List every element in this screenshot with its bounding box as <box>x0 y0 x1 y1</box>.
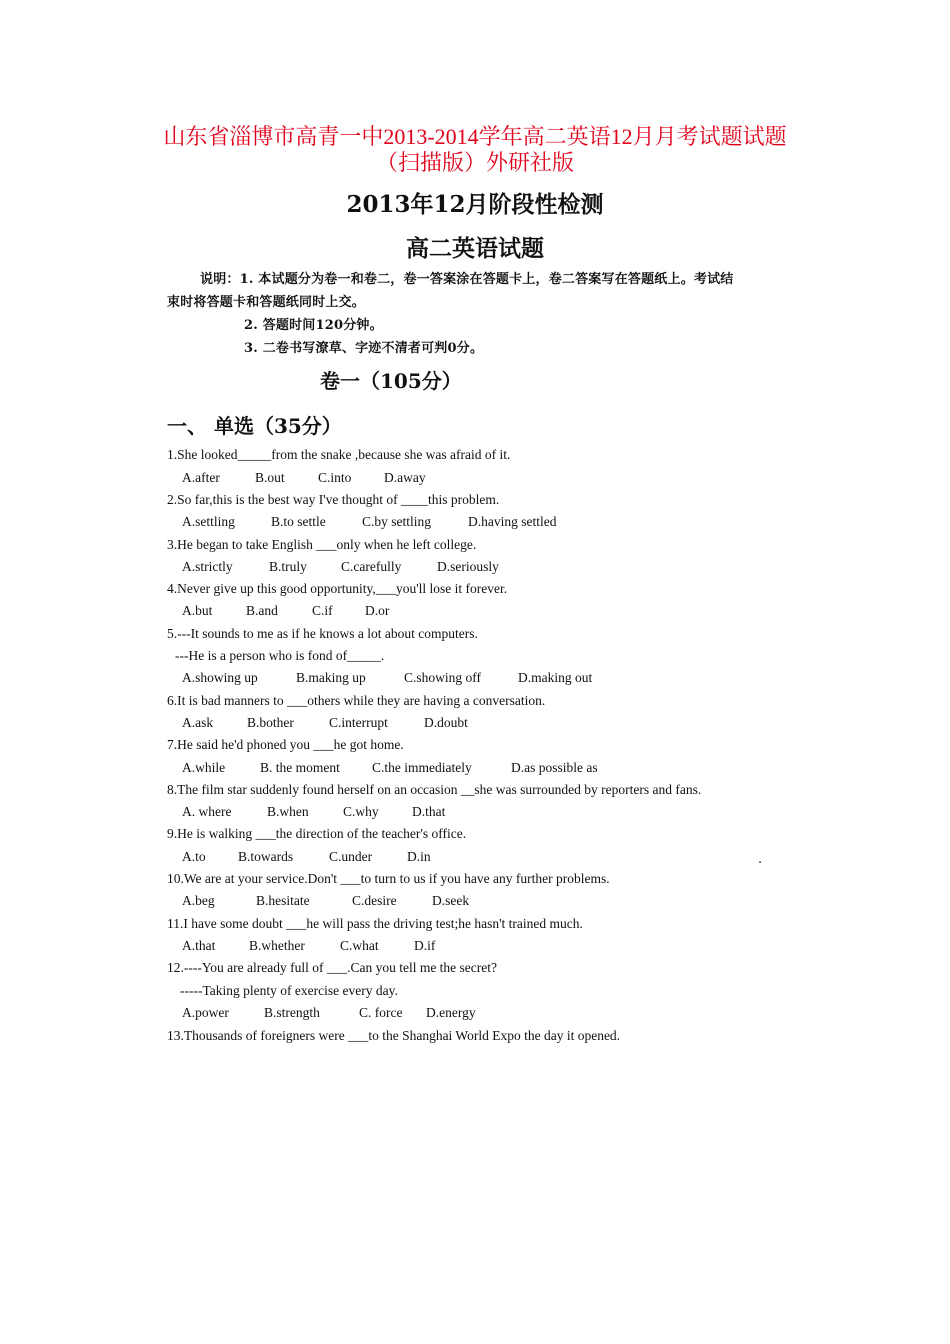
question-stem: 4.Never give up this good opportunity,___you'll lose it forever. <box>167 581 508 596</box>
option-a: A.beg <box>182 893 215 908</box>
option-d: D.seek <box>432 893 470 908</box>
question-stem: 11.I have some doubt ___he will pass the driving test;he hasn't trained much. <box>167 916 583 931</box>
option-c: C.interrupt <box>329 715 388 730</box>
option-b: B.out <box>255 470 285 485</box>
option-d: D.as possible as <box>511 760 598 775</box>
option-b: B.strength <box>264 1005 320 1020</box>
option-c: C. force <box>359 1005 403 1020</box>
question-stem: 13.Thousands of foreigners were ___to the Shanghai World Expo the day it opened. <box>167 1028 621 1043</box>
question-stem: 9.He is walking ___the direction of the teacher's office. <box>167 826 467 841</box>
instructions-line-3: 2. 答题时间120分钟。 <box>244 318 383 333</box>
question-stem-reply: -----Taking plenty of exercise every day. <box>180 983 398 998</box>
question-stem: 7.He said he'd phoned you ___he got home. <box>167 737 404 752</box>
option-d: D.away <box>384 470 426 485</box>
question-stem: 6.It is bad manners to ___others while they are having a conversation. <box>167 693 546 708</box>
option-d: D.or <box>365 603 390 618</box>
option-c: C.if <box>312 603 333 618</box>
instructions-line-4: 3. 二卷书写潦草、字迹不清者可判0分。 <box>244 341 484 356</box>
option-b: B.when <box>267 804 309 819</box>
question-stem-reply: ---He is a person who is fond of_____. <box>175 648 385 663</box>
option-b: B.whether <box>249 938 305 953</box>
option-b: B.making up <box>296 670 366 685</box>
instructions-line-2: 束时将答题卡和答题纸同时上交。 <box>167 295 366 310</box>
option-a: A.ask <box>182 715 214 730</box>
option-a: A.showing up <box>182 670 258 685</box>
document-title-line2: （扫描版）外研社版 <box>375 150 574 175</box>
question-stem: 8.The film star suddenly found herself on an occasion __she was surrounded by reporters and fans. <box>167 782 702 797</box>
option-d: D.if <box>414 938 436 953</box>
option-c: C.carefully <box>341 559 402 574</box>
section-title: 一、 单选（35分） <box>167 414 342 438</box>
option-b: B.and <box>246 603 278 618</box>
document-title-line1: 山东省淄博市高青一中2013-2014学年高二英语12月月考试题试题 <box>163 124 787 149</box>
option-c: C.why <box>343 804 379 819</box>
option-d: D.that <box>412 804 446 819</box>
option-b: B.hesitate <box>256 893 310 908</box>
question-stem: 1.She looked_____from the snake ,because she was afraid of it. <box>167 447 511 462</box>
option-d: D.having settled <box>468 514 557 529</box>
option-b: B.towards <box>238 849 294 864</box>
option-a: A.but <box>182 603 213 618</box>
option-c: C.the immediately <box>372 760 472 775</box>
option-a: A. where <box>182 804 232 819</box>
option-c: C.what <box>340 938 379 953</box>
option-a: A.while <box>182 760 226 775</box>
option-c: C.showing off <box>404 670 482 685</box>
option-b: B.bother <box>247 715 294 730</box>
exam-title: 2013年12月阶段性检测 <box>346 191 604 218</box>
option-d: D.in <box>407 849 431 864</box>
option-d: D.seriously <box>437 559 499 574</box>
option-c: C.under <box>329 849 373 864</box>
option-a: A.to <box>182 849 206 864</box>
subject-title: 高二英语试题 <box>406 235 544 262</box>
question-stem: 10.We are at your service.Don't ___to turn to us if you have any further problems. <box>167 871 610 886</box>
option-b: B.truly <box>269 559 307 574</box>
option-a: A.settling <box>182 514 235 529</box>
option-b: B. the moment <box>260 760 340 775</box>
option-c: C.desire <box>352 893 397 908</box>
option-d: D.energy <box>426 1005 476 1020</box>
option-d: D.doubt <box>424 715 468 730</box>
option-d: D.making out <box>518 670 593 685</box>
scan-speck: . <box>758 852 763 867</box>
part-title: 卷一（105分） <box>320 369 462 393</box>
option-a: A.after <box>182 470 220 485</box>
option-c: C.into <box>318 470 352 485</box>
option-c: C.by settling <box>362 514 432 529</box>
option-a: A.strictly <box>182 559 233 574</box>
question-stem: 3.He began to take English ___only when he left college. <box>167 537 477 552</box>
question-stem: 5.---It sounds to me as if he knows a lot about computers. <box>167 626 478 641</box>
question-stem: 2.So far,this is the best way I've thought of ____this problem. <box>167 492 500 507</box>
option-a: A.power <box>182 1005 229 1020</box>
option-a: A.that <box>182 938 216 953</box>
instructions-line-1: 说明：1. 本试题分为卷一和卷二，卷一答案涂在答题卡上，卷二答案写在答题纸上。考试结 <box>200 272 734 287</box>
question-stem: 12.----You are already full of ___.Can you tell me the secret? <box>167 960 498 975</box>
option-b: B.to settle <box>271 514 326 529</box>
